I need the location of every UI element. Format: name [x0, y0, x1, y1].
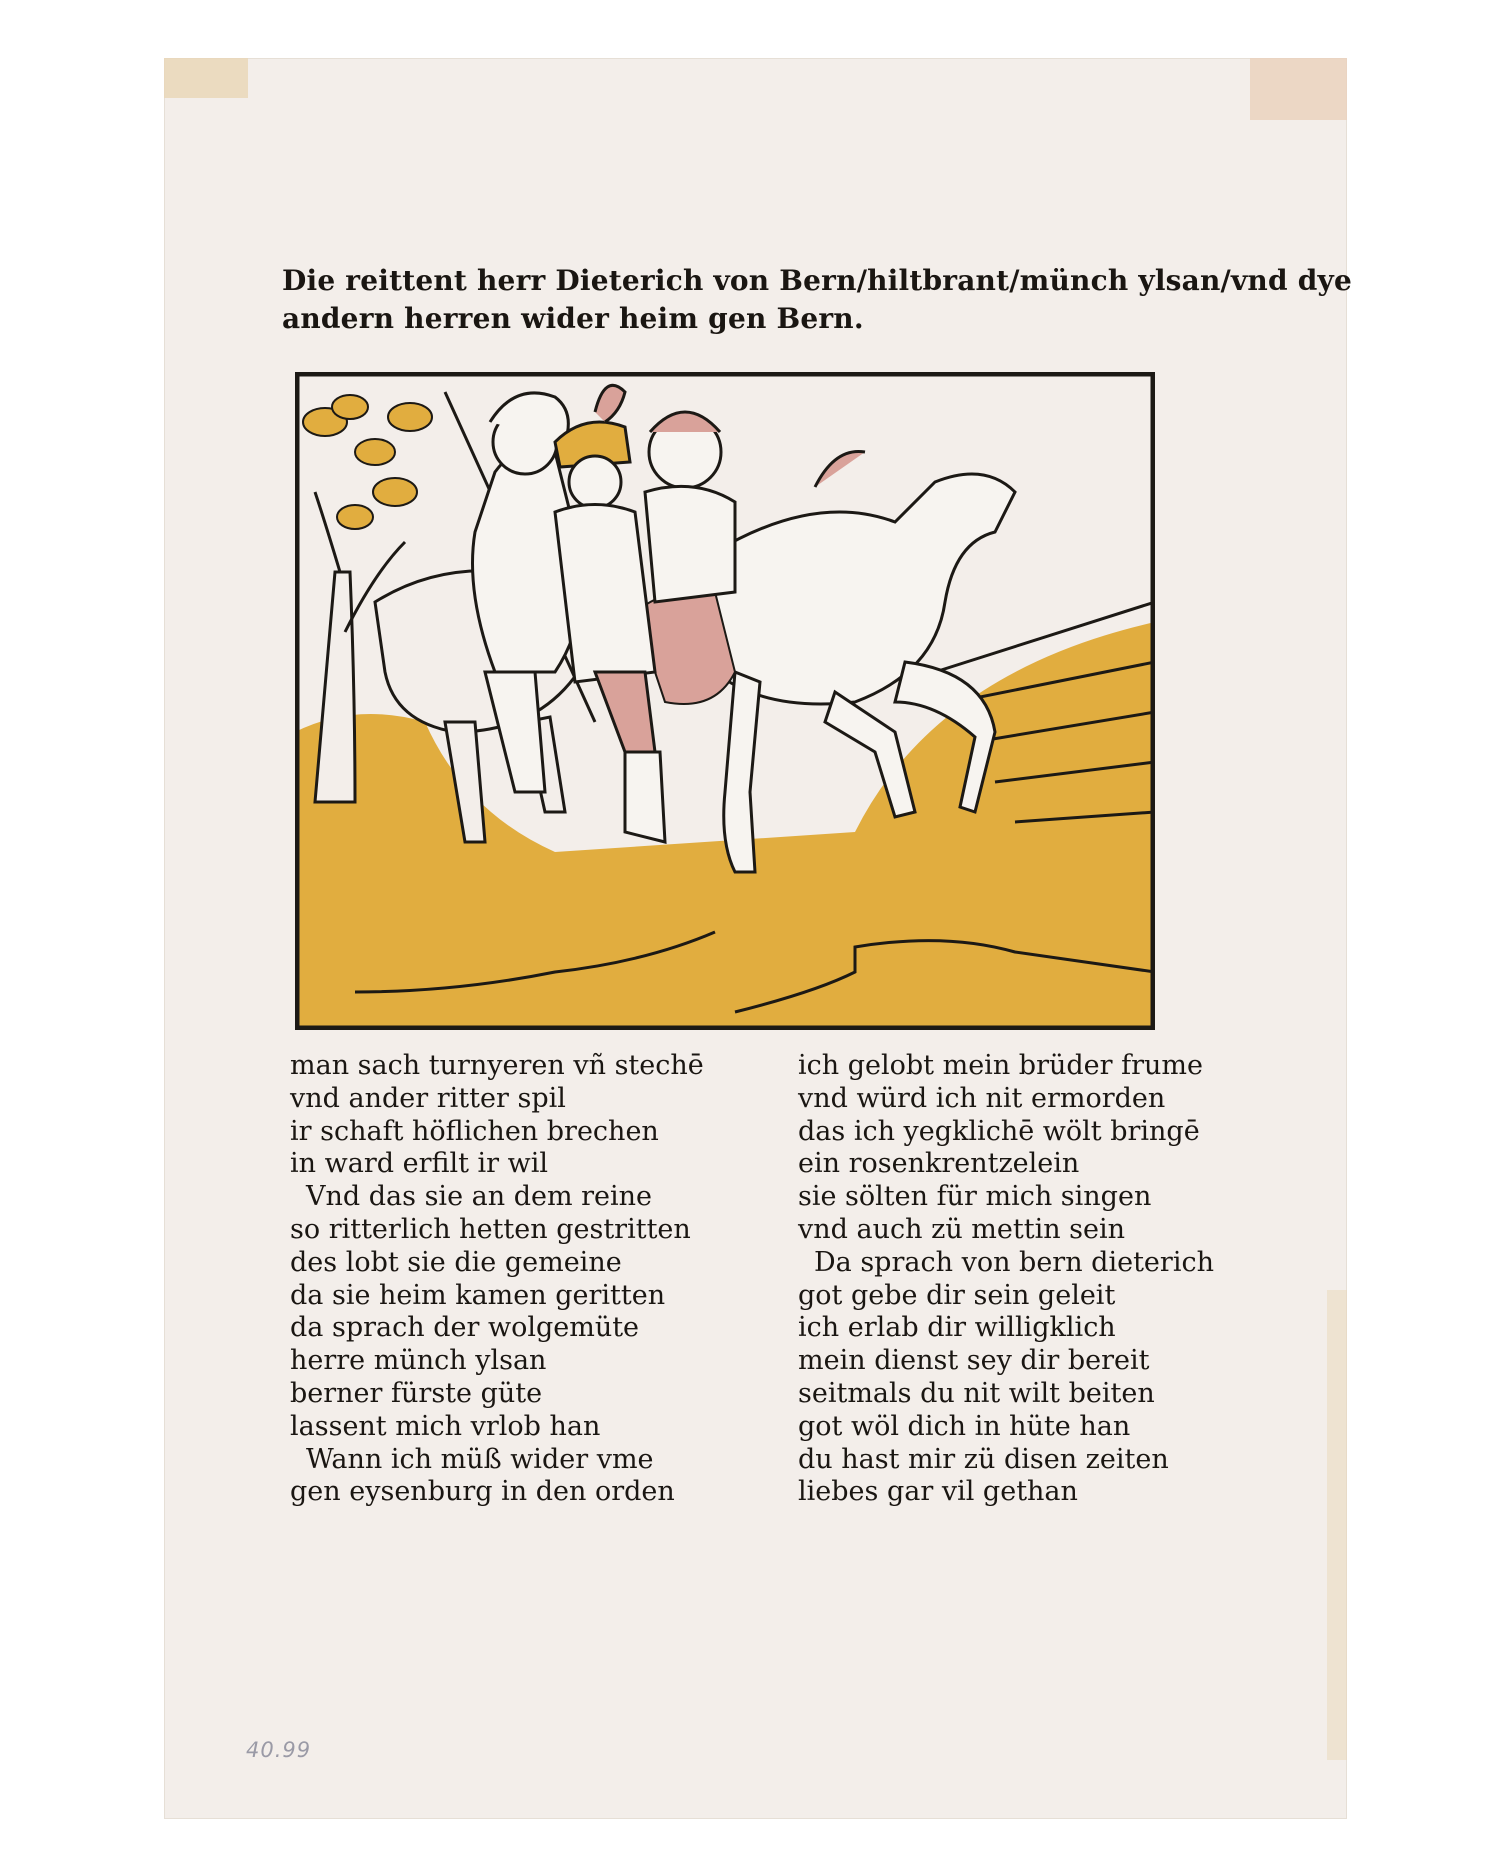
- verse-line: lassent mich vrlob han: [290, 1410, 601, 1442]
- inventory-number: 40.99: [246, 1738, 312, 1762]
- verse-line: ich gelobt mein brüder frume: [798, 1050, 1203, 1081]
- verse-line: sie sölten für mich singen: [798, 1181, 1152, 1213]
- verse-line: vnd auch zü mettin sein: [798, 1213, 1126, 1245]
- verse-line: da sie heim kamen geritten: [290, 1279, 666, 1311]
- verse-column-left: [290, 1050, 704, 1509]
- caption-line-1: Die reittent herr Dieterich von Bern/hiltbrant/münch ylsan/vnd dye: [282, 264, 1352, 297]
- corner-tape-right: [1250, 58, 1347, 120]
- edge-tape-right: [1327, 1290, 1347, 1760]
- verse-line: du hast mir zü disen zeiten: [798, 1443, 1169, 1475]
- verse-line: des lobt sie die gemeine: [290, 1246, 622, 1278]
- verse-line: so ritterlich hetten gestritten: [290, 1213, 691, 1245]
- verse-line: in ward erfilt ir wil: [290, 1148, 549, 1180]
- verse-line: seitmals du nit wilt beiten: [798, 1377, 1155, 1409]
- verse-line: das ich yegklichē wölt bringē: [798, 1115, 1200, 1147]
- verse-line: vnd ander ritter spil: [290, 1082, 566, 1114]
- verse-line: gen eysenburg in den orden: [290, 1476, 675, 1508]
- verse-line: herre münch ylsan: [290, 1345, 547, 1377]
- verse-line: da sprach der wolgemüte: [290, 1312, 640, 1344]
- woodcut-illustration: [295, 372, 1155, 1030]
- verse-line: man sach turnyeren vñ stechē: [290, 1050, 704, 1081]
- verse-line: got gebe dir sein geleit: [798, 1279, 1116, 1311]
- verse-line: mein dienst sey dir bereit: [798, 1345, 1150, 1377]
- verse-line: vnd würd ich nit ermorden: [798, 1082, 1166, 1114]
- verse-line: ein rosenkrentzelein: [798, 1148, 1080, 1180]
- verse-line: Vnd das sie an dem reine: [306, 1181, 653, 1213]
- caption-heading: [282, 262, 1352, 338]
- corner-tape-left: [164, 58, 248, 98]
- verse-line: got wöl dich in hüte han: [798, 1410, 1131, 1442]
- caption-line-2: andern herren wider heim gen Bern.: [282, 302, 864, 335]
- verse-column-right: [798, 1050, 1214, 1509]
- verse-line: Wann ich müß wider vme: [306, 1443, 654, 1475]
- verse-line: Da sprach von bern dieterich: [814, 1246, 1214, 1278]
- verse-line: ich erlab dir willigklich: [798, 1312, 1116, 1344]
- verse-line: ir schaft höflichen brechen: [290, 1115, 659, 1147]
- verse-line: liebes gar vil gethan: [798, 1476, 1078, 1508]
- verse-line: berner fürste güte: [290, 1377, 543, 1409]
